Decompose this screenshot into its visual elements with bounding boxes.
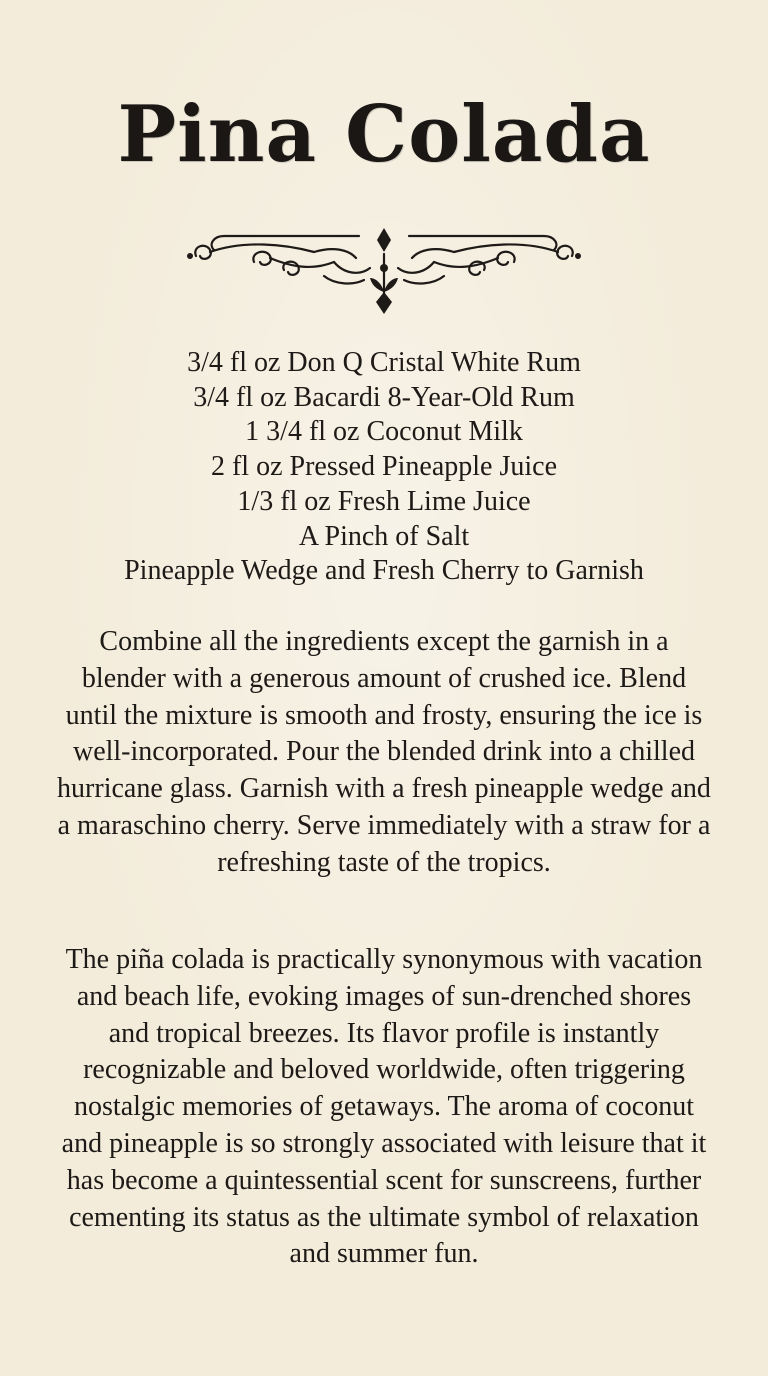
ingredient-item: 3/4 fl oz Don Q Cristal White Rum (187, 347, 581, 378)
method-paragraph: Combine all the ingredients except the garnish in a blender with a generous amount of crushed ice. Blend until the mixture is smooth and frosty, ensuring the ice is well-incorporated. Pour the blended drink into a chilled hurricane glass. Garnish with a fresh pineapple wedge and a maraschino cherry. Serve immediately with a straw for a refreshing taste of the tropics. (57, 626, 711, 878)
flourish-divider-ornament (184, 222, 584, 316)
ingredient-item: A Pinch of Salt (298, 520, 470, 552)
ingredient-item: 1 3/4 fl oz Coconut Milk (245, 416, 523, 448)
description-paragraph: The piña colada is practically synonymous with vacation and beach life, evoking images of sun-drenched shores and tropical breezes. Its flavor profile is instantly recognizable and beloved worldwide, often triggering nostalgic memories of getaways. The aroma of coconut and pineapple is so strongly associated with leisure that it has become a quintessential scent for sunscreens, further cementing its status as the ultimate symbol of relaxation and summer fun. (61, 944, 707, 1270)
ingredient-item: 3/4 fl oz Bacardi 8-Year-Old Rum (193, 381, 575, 413)
ingredient-item: 2 fl oz Pressed Pineapple Juice (210, 451, 558, 483)
ingredient-item: 1/3 fl oz Fresh Lime Juice (237, 485, 531, 517)
ingredients-list (40, 346, 728, 589)
ingredient-item: Pineapple Wedge and Fresh Cherry to Garnish (124, 555, 644, 587)
recipe-title: Pina Colada (117, 89, 651, 180)
